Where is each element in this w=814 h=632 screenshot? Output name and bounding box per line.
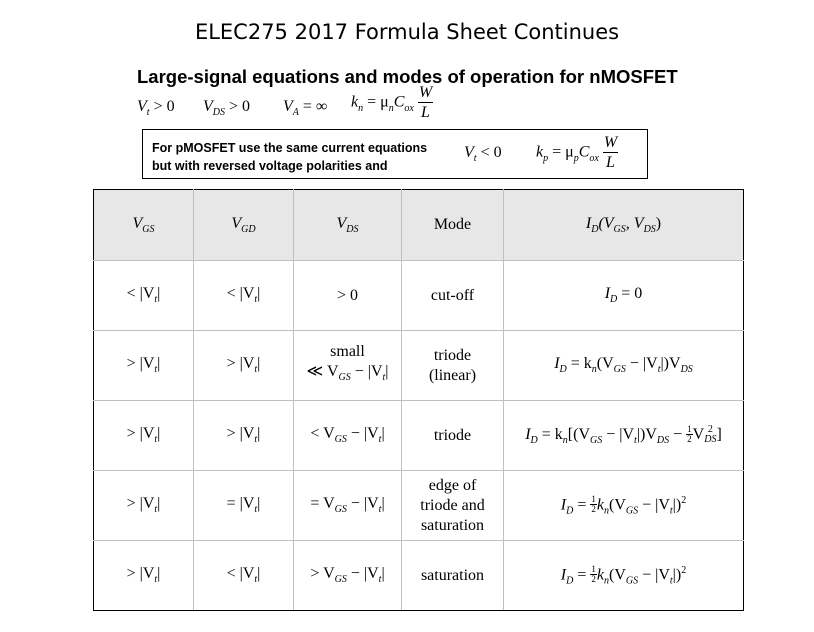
header-id: $I_D(V_{GS}$, $V_{DS}$) (504, 190, 744, 261)
table-header-row (94, 190, 744, 261)
cell-mode-line1: triode (433, 346, 472, 364)
cell-mode: cut-off (402, 261, 504, 331)
vds-condition: $V_{DS} > 0$ (203, 98, 251, 119)
cell-vds: = $V_{GS} - |V_t|$ (294, 471, 402, 541)
cell-vds-line2: ≪ $V_{GS} - |V_t|$ (306, 363, 389, 384)
cell-vgd: > $|V_t|$ (194, 331, 294, 401)
table-row (94, 541, 744, 611)
cell-mode: triode (402, 401, 504, 471)
header-vgs: $V_{GS}$ (94, 190, 194, 261)
section-heading: Large-signal equations and modes of operation for nMOSFET (137, 66, 678, 87)
modes-table (93, 189, 744, 611)
vt-condition: $V_t > 0$ (137, 98, 175, 119)
cell-vgd: < $|V_t|$ (194, 261, 294, 331)
pmos-vt-condition: $V_t < 0$ (464, 144, 502, 165)
cell-vgs: > $|V_t|$ (94, 331, 194, 401)
page-title: ELEC275 2017 Formula Sheet Continues (194, 20, 620, 44)
table-row (94, 401, 744, 471)
pmos-note-line1: For pMOSFET use the same current equations (152, 141, 428, 155)
cell-id: $I_D$ = $\frac{1}{2}$ $k_n(V_{GS} - |V_t|)^2$ (504, 541, 744, 611)
cell-mode (402, 331, 504, 401)
cell-id: $I_D = 0$ (504, 261, 744, 331)
cell-mode-line2: triode and (420, 496, 485, 514)
pmos-note-box (142, 129, 648, 179)
cell-vgs: > $|V_t|$ (94, 541, 194, 611)
cell-vds: > $V_{GS} - |V_t|$ (294, 541, 402, 611)
cell-vgs: < $|V_t|$ (94, 261, 194, 331)
cell-vds: < $V_{GS} - |V_t|$ (294, 401, 402, 471)
kn-formula: $k_n = \mu_nC_{ox}$ $\frac{W}{L}$ (351, 84, 433, 121)
cell-id: $I_D = k_n[(V_{GS} - |V_t|)V_{DS}$ − $\frac{1}{2}$ V 2 DS ] (504, 401, 744, 471)
cell-mode-line2: (linear) (428, 366, 477, 384)
cell-vgd: < $|V_t|$ (194, 541, 294, 611)
kp-formula: $k_p = \mu_pC_{ox}$ $\frac{W}{L}$ (536, 134, 618, 171)
cell-vgd: = $|V_t|$ (194, 471, 294, 541)
table-row (94, 261, 744, 331)
cell-mode-line1: edge of (428, 476, 477, 494)
w-over-l-fraction: $\frac{W}{L}$ (603, 134, 618, 171)
cell-vds: > 0 (294, 261, 402, 331)
cell-id: $I_D = k_n(V_{GS} - |V_t|)V_{DS}$ (504, 331, 744, 401)
cell-vgs: > $|V_t|$ (94, 471, 194, 541)
cell-vds (294, 331, 402, 401)
cell-mode (402, 471, 504, 541)
table-row (94, 471, 744, 541)
w-over-l-fraction: $\frac{W}{L}$ (418, 84, 433, 121)
va-condition: $V_A$ = ∞ (283, 98, 328, 119)
header-vgd: $V_{GD}$ (194, 190, 294, 261)
header-vds: $V_{DS}$ (294, 190, 402, 261)
one-half-fraction: $\frac{1}{2}$ (687, 423, 692, 444)
table-row (94, 331, 744, 401)
cell-mode-line3: saturation (420, 516, 485, 534)
one-half-fraction: $\frac{1}{2}$ (591, 564, 596, 585)
cell-id: $I_D$ = $\frac{1}{2}$ $k_n(V_{GS} - |V_t|)^2$ (504, 471, 744, 541)
one-half-fraction: $\frac{1}{2}$ (591, 494, 596, 515)
header-mode: Mode (402, 190, 504, 261)
cell-mode: saturation (402, 541, 504, 611)
pmos-note-text (152, 139, 427, 175)
cell-vgs: > $|V_t|$ (94, 401, 194, 471)
cell-vds-line1: small (330, 343, 365, 361)
cell-vgd: > $|V_t|$ (194, 401, 294, 471)
pmos-note-line2: but with reversed voltage polarities and (152, 159, 388, 173)
